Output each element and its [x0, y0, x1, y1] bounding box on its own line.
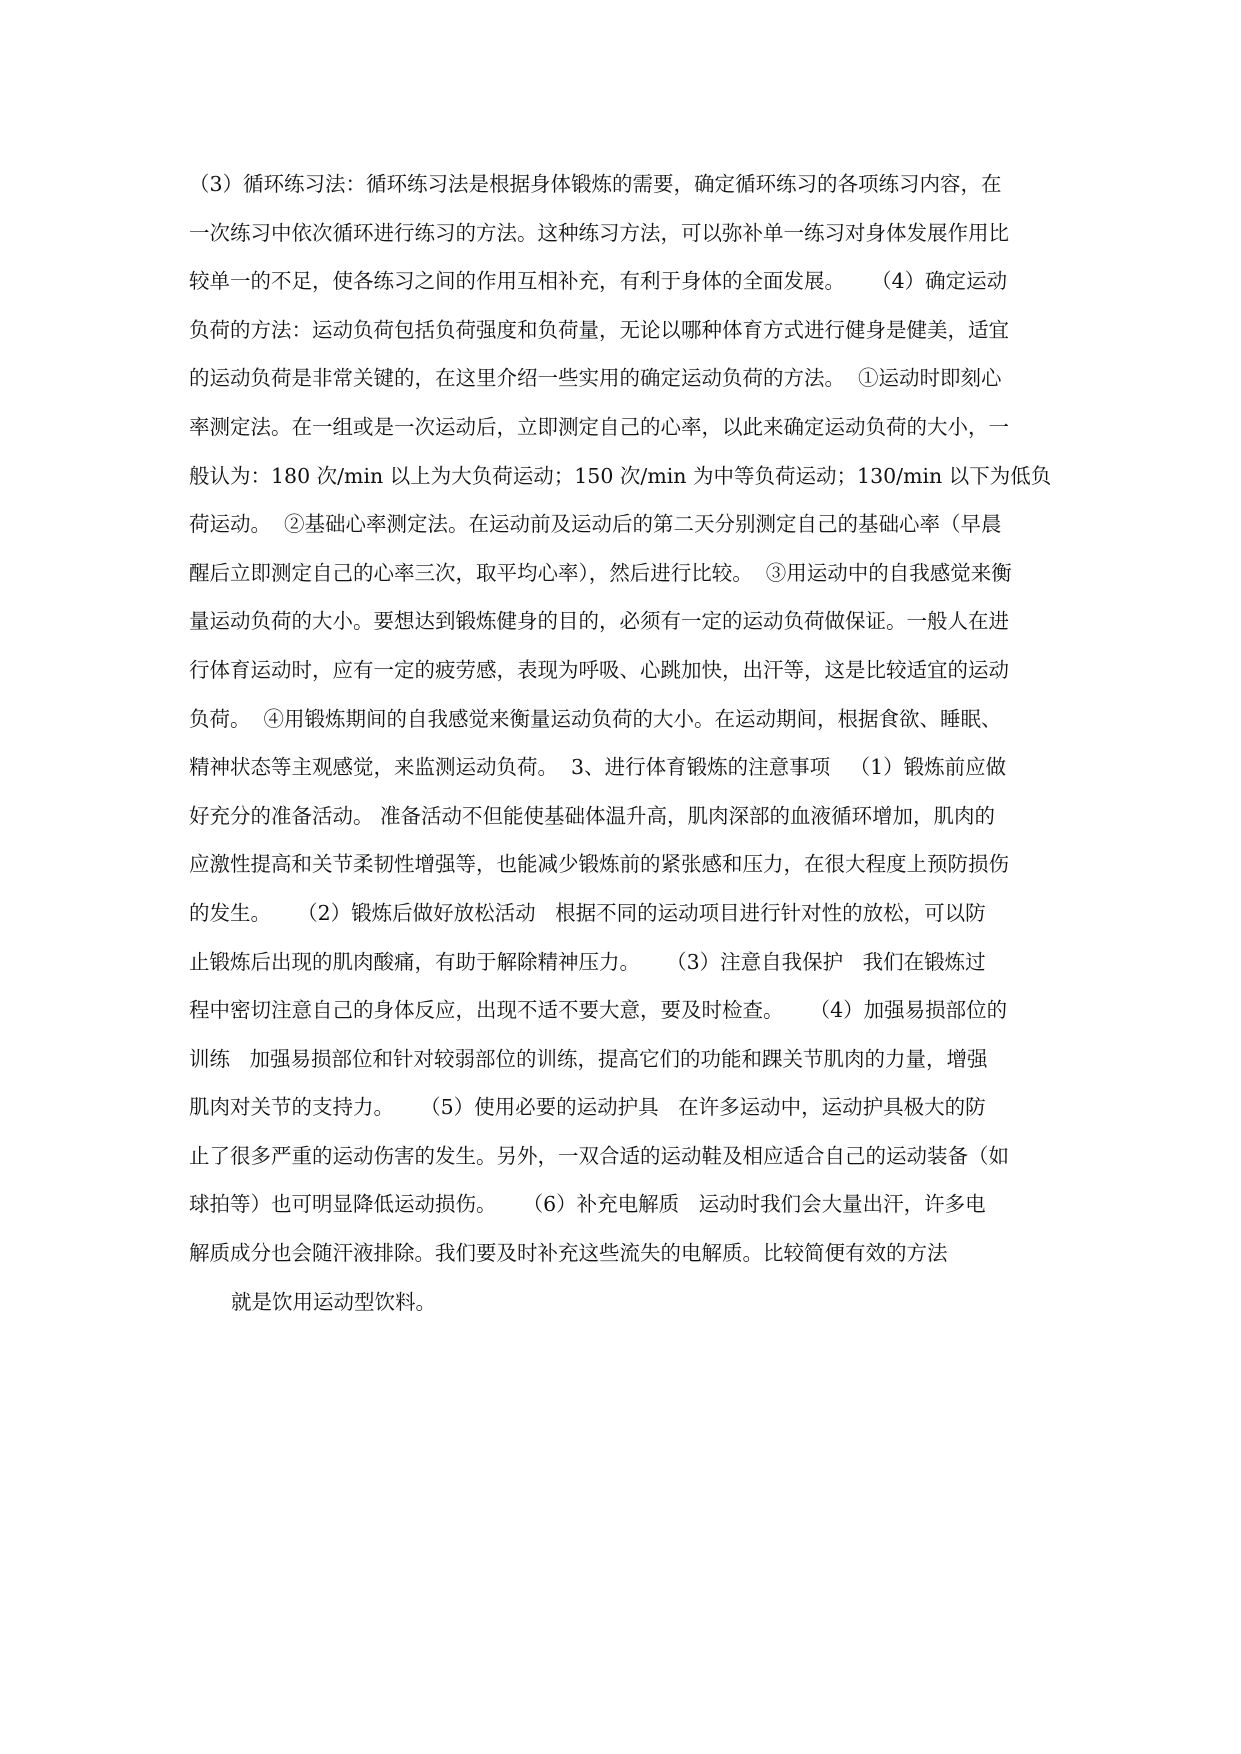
- text-line: 止了很多严重的运动伤害的发生。另外，一双合适的运动鞋及相应适合自己的运动装备（如: [189, 1143, 1009, 1168]
- text-line: 的运动负荷是非常关键的，在这里介绍一些实用的确定运动负荷的方法。 ①运动时即刻心: [189, 366, 1002, 391]
- text-line: 程中密切注意自己的身体反应，出现不适不要大意，要及时检查。 （4）加强易损部位的: [189, 998, 1008, 1023]
- text-line: 球拍等）也可明显降低运动损伤。 （6）补充电解质 运动时我们会大量出汗，许多电: [189, 1192, 986, 1217]
- text-line: 就是饮用运动型饮料。: [231, 1289, 436, 1314]
- text-line: 负荷的方法：运动负荷包括负荷强度和负荷量，无论以哪种体育方式进行健身是健美，适宜: [189, 317, 1009, 342]
- document-body: [189, 160, 1069, 1326]
- text-line: 般认为：180 次/min 以上为大负荷运动；150 次/min 为中等负荷运动；130/min 以下为低负: [189, 463, 1052, 488]
- text-line: 醒后立即测定自己的心率三次，取平均心率），然后进行比较。 ③用运动中的自我感觉来衡: [189, 560, 1012, 585]
- text-line: 负荷。 ④用锻炼期间的自我感觉来衡量运动负荷的大小。在运动期间，根据食欲、睡眠、: [189, 706, 1002, 731]
- text-line: 荷运动。 ②基础心率测定法。在运动前及运动后的第二天分别测定自己的基础心率（早晨: [189, 512, 1002, 537]
- text-line: 精神状态等主观感觉，来监测运动负荷。 3、进行体育锻炼的注意事项 （1）锻炼前应做: [189, 755, 1007, 780]
- text-line: 训练 加强易损部位和针对较弱部位的训练，提高它们的功能和踝关节肌肉的力量，增强: [189, 1046, 988, 1071]
- text-line: 一次练习中依次循环进行练习的方法。这种练习方法，可以弥补单一练习对身体发展作用比: [189, 220, 1009, 245]
- text-line: 的发生。 （2）锻炼后做好放松活动 根据不同的运动项目进行针对性的放松，可以防: [189, 900, 986, 925]
- text-line: （3）循环练习法：循环练习法是根据身体锻炼的需要，确定循环练习的各项练习内容，在: [189, 172, 1002, 196]
- text-line: 解质成分也会随汗液排除。我们要及时补充这些流失的电解质。比较简便有效的方法: [189, 1241, 948, 1266]
- text-line: 止锻炼后出现的肌肉酸痛，有助于解除精神压力。 （3）注意自我保护 我们在锻炼过: [189, 949, 986, 974]
- text-line: 量运动负荷的大小。要想达到锻炼健身的目的，必须有一定的运动负荷做保证。一般人在进: [189, 609, 1009, 634]
- text-line: 应激性提高和关节柔韧性增强等，也能减少锻炼前的紧张感和压力，在很大程度上预防损伤: [189, 852, 1009, 877]
- text-line: 率测定法。在一组或是一次运动后，立即测定自己的心率，以此来确定运动负荷的大小，一: [189, 414, 1009, 439]
- text-line: 好充分的准备活动。 准备活动不但能使基础体温升高，肌肉深部的血液循环增加，肌肉的: [189, 803, 996, 828]
- text-line: 行体育运动时，应有一定的疲劳感，表现为呼吸、心跳加快，出汗等，这是比较适宜的运动: [189, 657, 1009, 682]
- text-line: 肌肉对关节的支持力。 （5）使用必要的运动护具 在许多运动中，运动护具极大的防: [189, 1095, 986, 1120]
- text-line: 较单一的不足，使各练习之间的作用互相补充，有利于身体的全面发展。 （4）确定运动: [189, 269, 1008, 294]
